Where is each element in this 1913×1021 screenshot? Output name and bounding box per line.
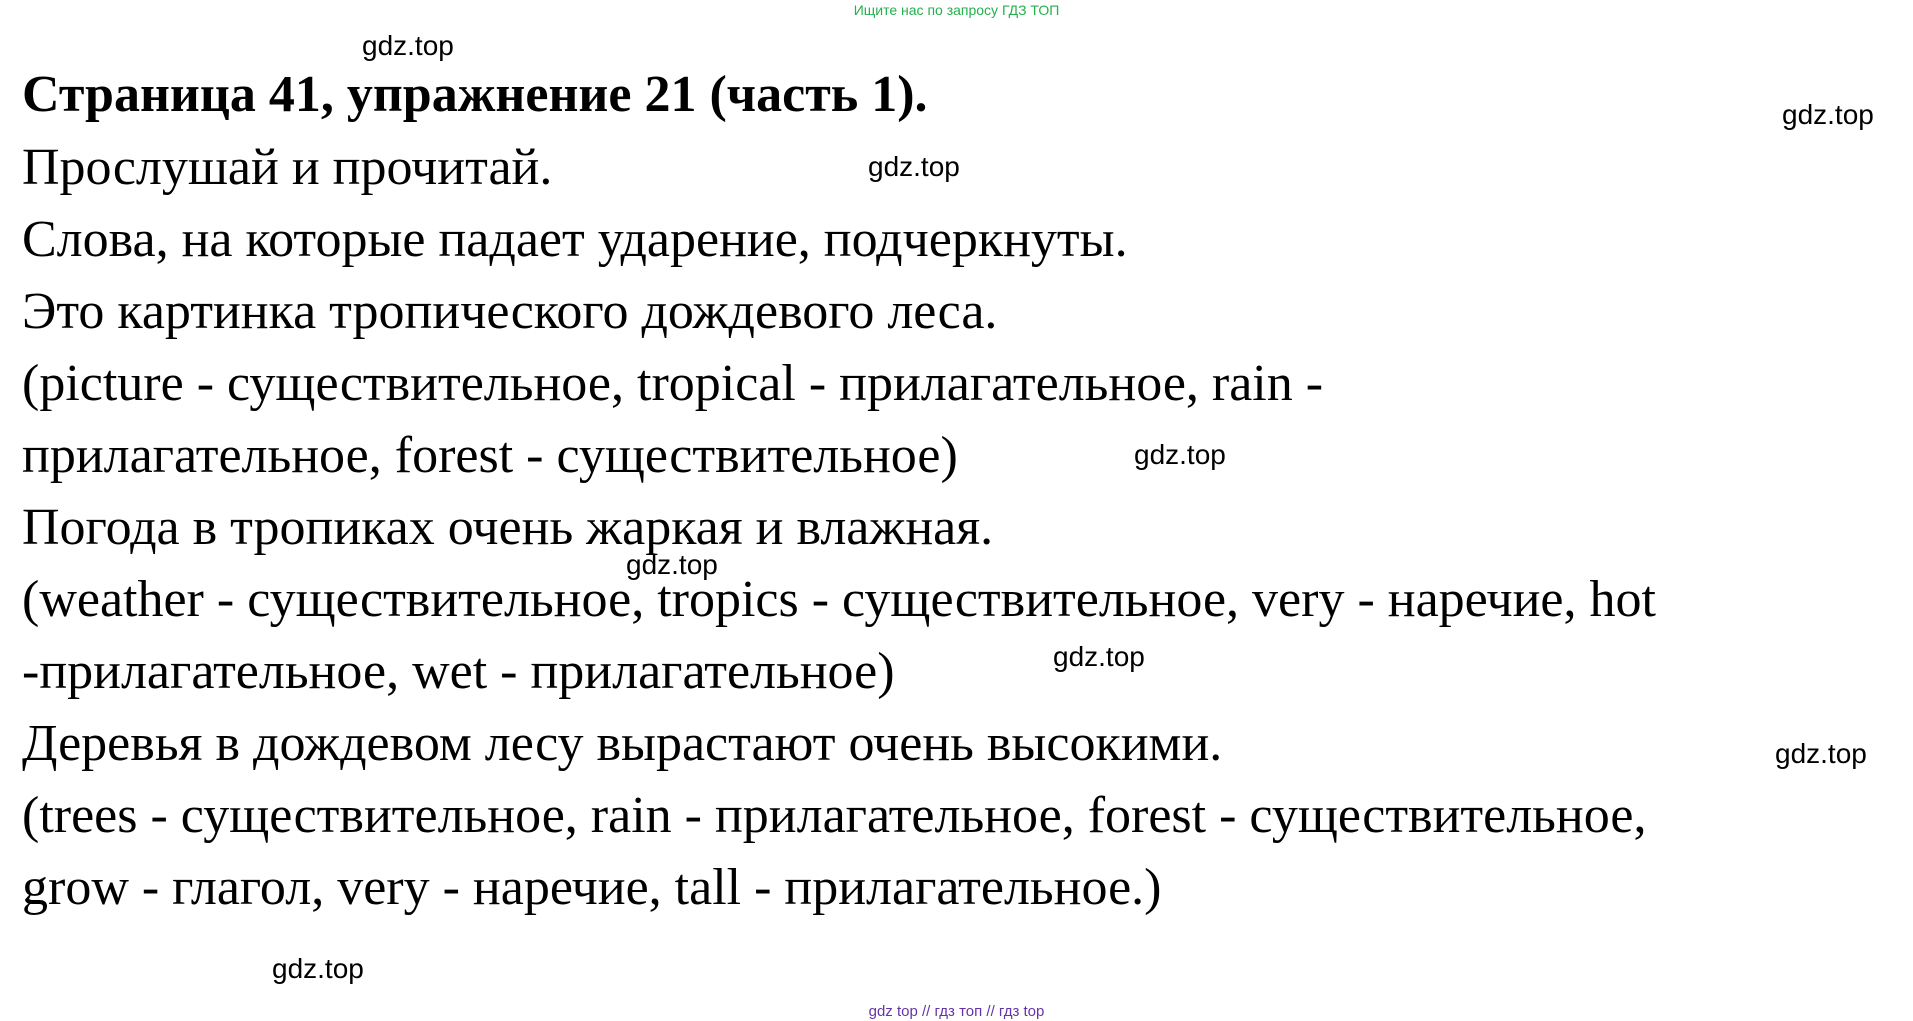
- text-line: (picture - существительное, tropical - прилагательное, rain -: [22, 355, 1324, 412]
- watermark: gdz.top: [1053, 641, 1145, 672]
- watermark: gdz.top: [1782, 99, 1874, 130]
- text-line: grow - глагол, very - наречие, tall - прилагательное.): [22, 859, 1162, 916]
- watermark: gdz.top: [362, 30, 454, 61]
- exercise-text: [22, 132, 1656, 924]
- text-line: Это картинка тропического дождевого леса.: [22, 283, 998, 340]
- text-line: (trees - существительное, rain - прилагательное, forest - существительное,: [22, 787, 1647, 844]
- watermark: gdz.top: [868, 151, 960, 182]
- text-line: Погода в тропиках очень жаркая и влажная.: [22, 499, 994, 556]
- watermark: gdz.top: [626, 549, 718, 580]
- text-line: Слова, на которые падает ударение, подчеркнуты.: [22, 211, 1128, 268]
- watermark: gdz.top: [1134, 439, 1226, 470]
- text-line: прилагательное, forest - существительное): [22, 427, 958, 484]
- exercise-heading: Страница 41, упражнение 21 (часть 1).: [22, 66, 928, 123]
- watermark: gdz.top: [1775, 738, 1867, 769]
- text-line: Прослушай и прочитай.: [22, 139, 553, 196]
- top-banner: Ищите нас по запросу ГДЗ ТОП: [853, 2, 1060, 18]
- text-line: Деревья в дождевом лесу вырастают очень высокими.: [22, 715, 1223, 772]
- text-line: (weather - существительное, tropics - существительное, very - наречие, hot: [22, 571, 1656, 628]
- footer: gdz top // гдз топ // гдз top: [868, 1003, 1045, 1020]
- text-line: -прилагательное, wet - прилагательное): [22, 643, 895, 700]
- watermark: gdz.top: [272, 953, 364, 984]
